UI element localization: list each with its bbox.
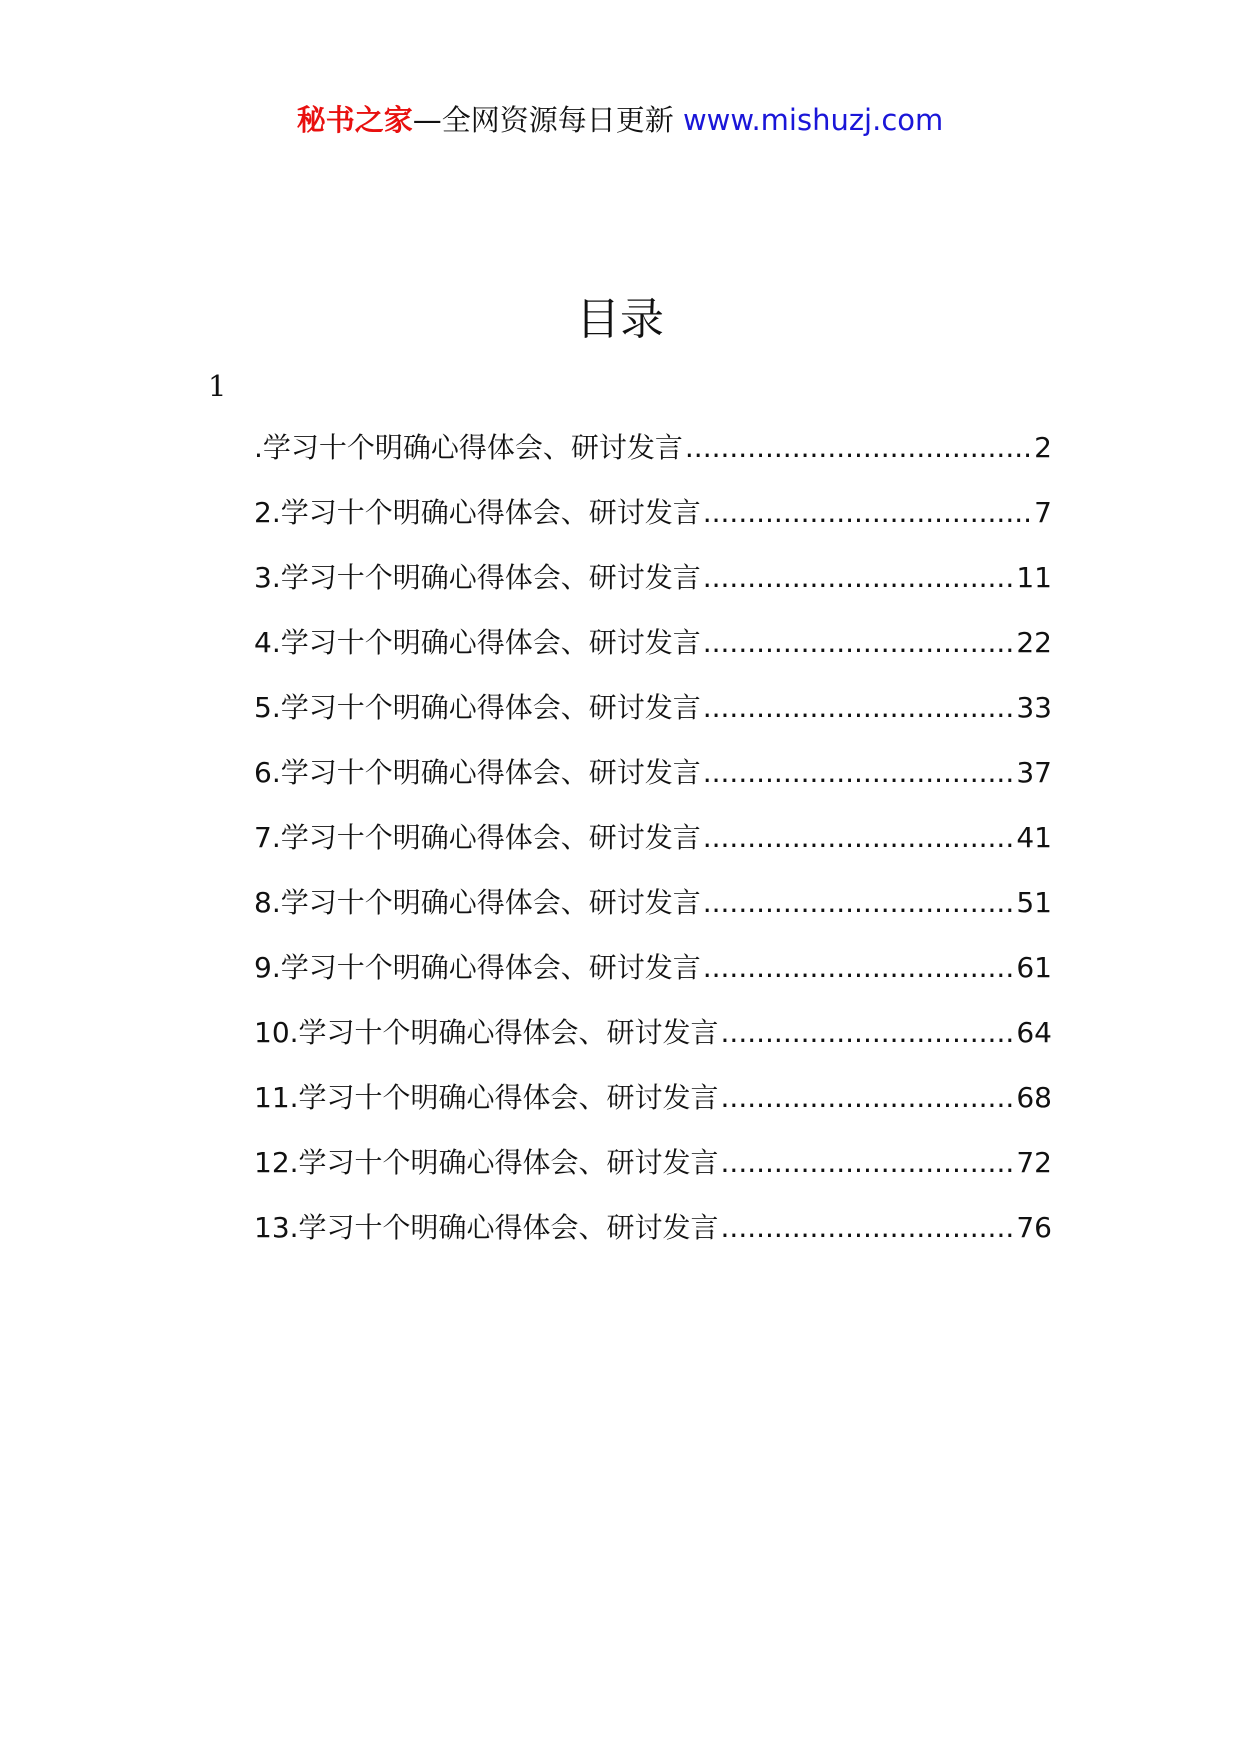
toc-entry[interactable] [254,883,1052,948]
toc-dot-leader [721,1078,1015,1118]
toc-dot-leader [703,688,1015,728]
page-title: 目录 [576,294,664,345]
toc-entry[interactable] [254,558,1052,623]
toc-dot-leader [703,948,1015,988]
toc-entry[interactable] [254,818,1052,883]
toc-dot-leader [703,883,1015,923]
toc-entry-title: 6.学习十个明确心得体会、研讨发言 [254,756,701,789]
toc-entry-title: 9.学习十个明确心得体会、研讨发言 [254,951,701,984]
toc-entry-title: 7.学习十个明确心得体会、研讨发言 [254,821,701,854]
toc-entry[interactable] [254,1013,1052,1078]
toc-entry-page: 2 [1034,431,1052,464]
toc-dot-leader [721,1143,1015,1183]
toc-entry[interactable] [254,428,1052,493]
toc-entry[interactable] [254,948,1052,1013]
toc-entry-title: 5.学习十个明确心得体会、研讨发言 [254,691,701,724]
toc-entry-page: 76 [1016,1211,1052,1244]
toc-entry-page: 33 [1016,691,1052,724]
toc-entry-page: 51 [1016,886,1052,919]
toc-entry-page: 72 [1016,1146,1052,1179]
toc-entry-page: 61 [1016,951,1052,984]
toc-entry-title: 10.学习十个明确心得体会、研讨发言 [254,1016,719,1049]
toc-dot-leader [703,753,1015,793]
toc-entry-page: 7 [1034,496,1052,529]
list-marker: 1 [208,369,227,403]
toc-dot-leader [685,428,1032,468]
toc-entry-title: 13.学习十个明确心得体会、研讨发言 [254,1211,719,1244]
toc-dot-leader [703,493,1032,533]
toc-entry-title: .学习十个明确心得体会、研讨发言 [254,431,683,464]
toc-entry-title: 2.学习十个明确心得体会、研讨发言 [254,496,701,529]
toc-entry-title: 12.学习十个明确心得体会、研讨发言 [254,1146,719,1179]
table-of-contents [254,428,1052,1273]
header-tagline: —全网资源每日更新 [412,103,683,137]
toc-entry-title: 8.学习十个明确心得体会、研讨发言 [254,886,701,919]
toc-entry-page: 11 [1016,561,1052,594]
toc-entry[interactable] [254,623,1052,688]
toc-dot-leader [703,558,1015,598]
toc-dot-leader [721,1208,1015,1248]
page-header [0,100,1240,140]
site-url-link[interactable]: www.mishuzj.com [682,103,944,137]
toc-entry[interactable] [254,688,1052,753]
toc-entry-title: 4.学习十个明确心得体会、研讨发言 [254,626,701,659]
brand-name: 秘书之家 [296,103,413,137]
toc-entry-page: 41 [1016,821,1052,854]
toc-entry[interactable] [254,493,1052,558]
toc-entry-page: 37 [1016,756,1052,789]
toc-entry[interactable] [254,1208,1052,1273]
toc-entry-page: 64 [1016,1016,1052,1049]
toc-entry[interactable] [254,753,1052,818]
toc-entry-page: 22 [1016,626,1052,659]
toc-entry-title: 3.学习十个明确心得体会、研讨发言 [254,561,701,594]
toc-entry-title: 11.学习十个明确心得体会、研讨发言 [254,1081,719,1114]
toc-dot-leader [703,818,1015,858]
toc-entry[interactable] [254,1143,1052,1208]
toc-dot-leader [703,623,1015,663]
toc-entry-page: 68 [1016,1081,1052,1114]
toc-dot-leader [721,1013,1015,1053]
toc-entry[interactable] [254,1078,1052,1143]
